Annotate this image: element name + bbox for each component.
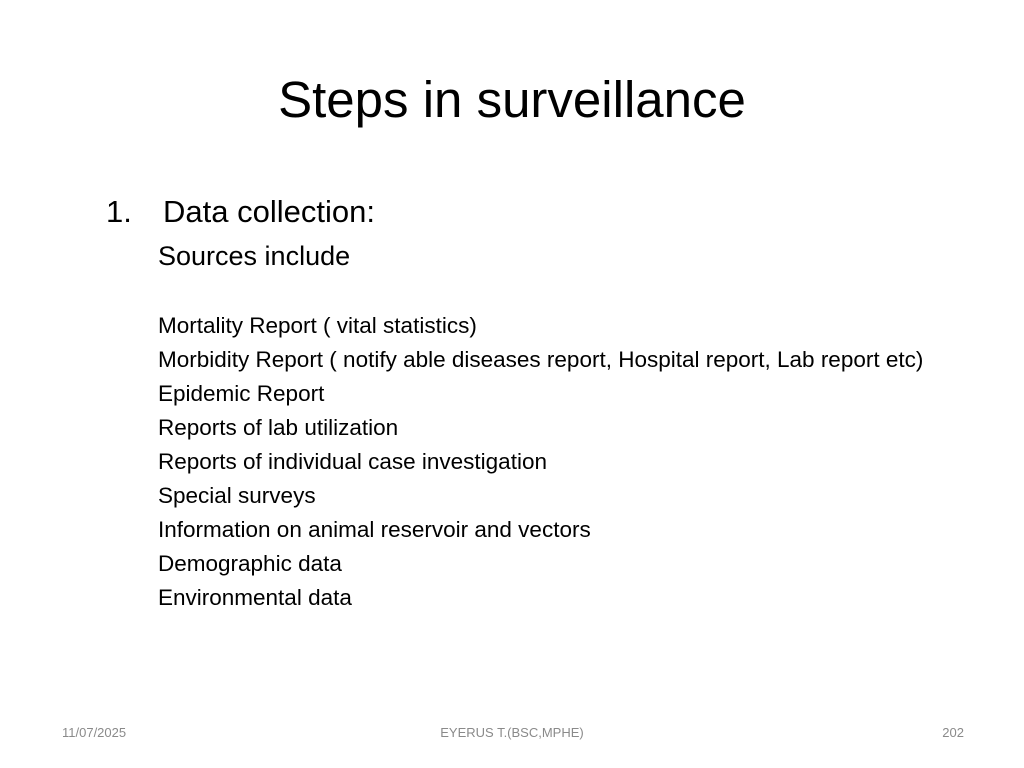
source-item: Reports of lab utilization: [158, 415, 399, 440]
source-item: Epidemic Report: [158, 381, 325, 406]
footer-author: EYERUS T.(BSC,MPHE): [440, 725, 584, 740]
sources-list: [158, 309, 948, 615]
source-item: Morbidity Report ( notify able diseases report, Hospital report, Lab report etc): [158, 347, 924, 372]
step-heading: Data collection:: [163, 194, 375, 229]
sources-heading: Sources include: [158, 241, 351, 271]
source-item: Demographic data: [158, 551, 342, 576]
source-item: Environmental data: [158, 585, 352, 610]
source-item: Information on animal reservoir and vectors: [158, 517, 591, 542]
source-item: Mortality Report ( vital statistics): [158, 313, 477, 338]
footer-date: 11/07/2025: [62, 725, 127, 740]
page-number: 202: [942, 725, 964, 740]
step-number: 1.: [106, 194, 132, 229]
source-item: Reports of individual case investigation: [158, 449, 547, 474]
slide-title: Steps in surveillance: [278, 71, 746, 128]
step-item: [106, 190, 375, 234]
source-item: Special surveys: [158, 483, 316, 508]
